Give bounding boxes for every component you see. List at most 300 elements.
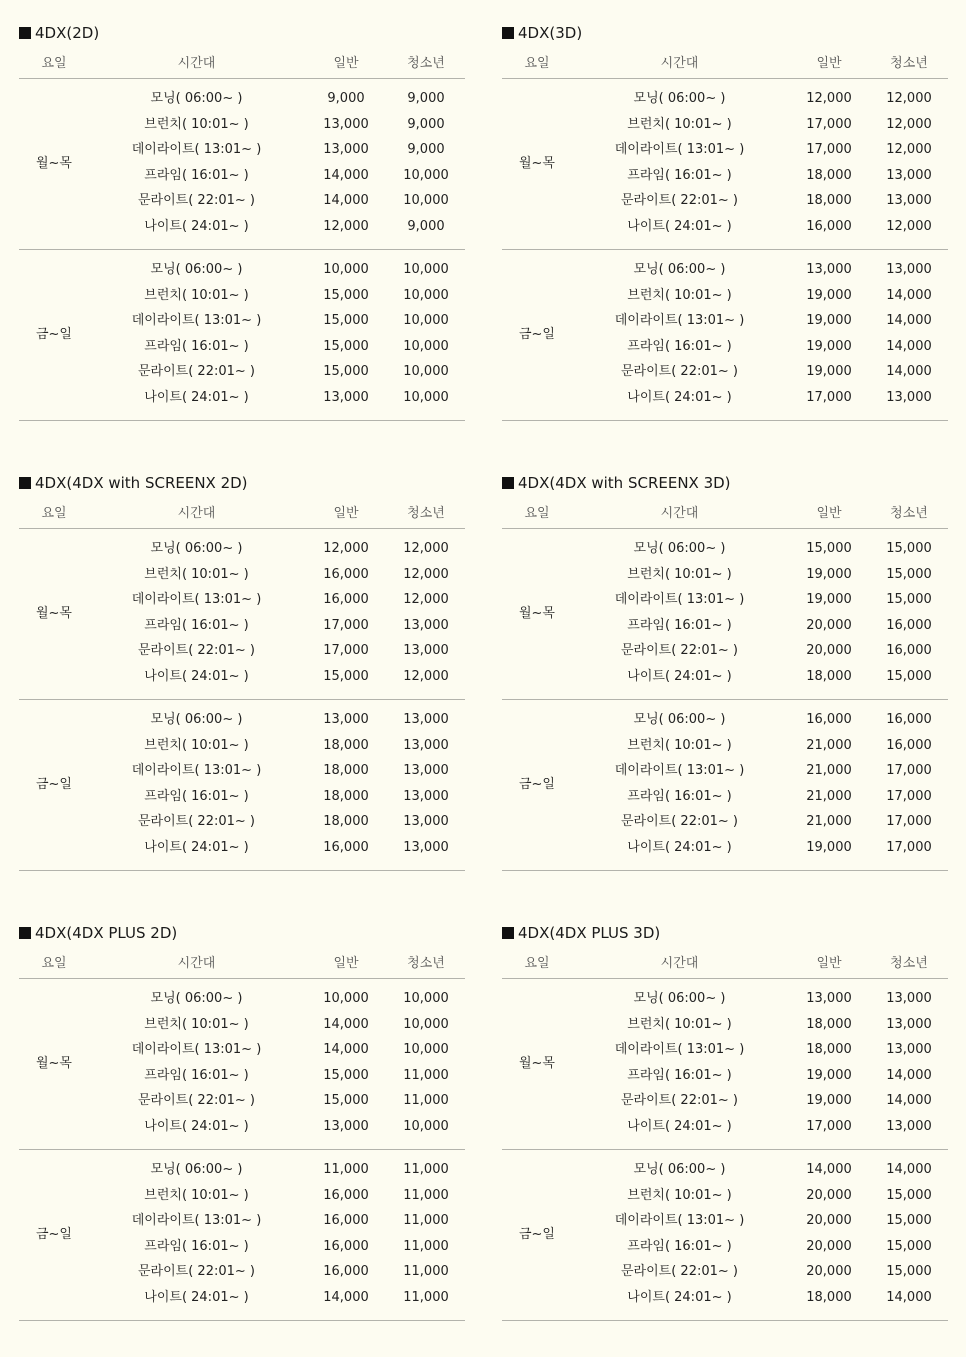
youth-price: 11,000 [403,1093,449,1109]
general-price: 10,000 [323,991,369,1006]
day-range-label: 월~목 [518,156,555,171]
table-row [502,640,948,662]
time-slot-label: 프라임( 16:01~ ) [627,1238,732,1254]
general-price: 16,000 [323,1213,369,1229]
time-slot-label: 문라이트( 22:01~ ) [621,1093,738,1109]
general-price: 18,000 [806,669,852,684]
table-row [19,336,465,358]
general-price: 18,000 [806,1016,852,1032]
table-row [502,285,948,307]
general-price: 10,000 [323,262,369,277]
time-slot-label: 브런치( 10:01~ ) [144,737,249,753]
time-slot-label: 모닝( 06:00~ ) [150,541,243,556]
section-title [502,471,731,495]
general-price: 15,000 [323,669,369,684]
youth-price: 11,000 [403,1264,449,1280]
general-price: 21,000 [806,814,852,830]
time-slot-label: 나이트( 24:01~ ) [627,669,732,684]
youth-price: 13,000 [886,991,932,1006]
time-slot-label: 모닝( 06:00~ ) [150,712,243,727]
general-price: 20,000 [806,1187,852,1203]
time-slot-label: 모닝( 06:00~ ) [150,262,243,277]
section-title [19,21,99,45]
general-price: 18,000 [323,737,369,753]
time-slot-label: 나이트( 24:01~ ) [627,840,732,855]
table-row [19,1065,465,1087]
general-price: 13,000 [323,390,369,405]
time-slot-label: 문라이트( 22:01~ ) [621,643,738,659]
youth-price: 10,000 [403,262,449,277]
table-row [19,760,465,782]
time-slot-label: 나이트( 24:01~ ) [144,840,249,855]
header-general: 일반 [333,956,359,971]
header-day: 요일 [524,956,550,971]
square-bullet-icon [19,27,31,39]
table-row [19,1236,465,1258]
time-slot-label: 모닝( 06:00~ ) [150,91,243,106]
time-slot-label: 데이라이트( 13:01~ ) [614,142,745,158]
table-header [19,50,465,79]
time-slot-label: 브런치( 10:01~ ) [627,1016,732,1032]
youth-price: 15,000 [886,669,932,684]
youth-price: 13,000 [886,1042,932,1058]
header-day: 요일 [41,56,67,71]
general-price: 15,000 [323,287,369,303]
general-price: 18,000 [323,763,369,779]
general-price: 18,000 [806,193,852,209]
table-row [19,786,465,808]
general-price: 20,000 [806,643,852,659]
time-slot-label: 모닝( 06:00~ ) [633,1162,726,1177]
general-price: 19,000 [806,338,852,354]
table-row [502,837,948,859]
time-slot-label: 데이라이트( 13:01~ ) [131,763,262,779]
youth-price: 14,000 [886,1290,932,1305]
table-row [19,615,465,637]
table-row [19,139,465,161]
time-slot-label: 데이라이트( 13:01~ ) [614,1042,745,1058]
table-row [502,564,948,586]
table-row [502,786,948,808]
table-row [502,1090,948,1112]
section-title-text: 4DX(4DX PLUS 3D) [518,924,661,942]
youth-price: 12,000 [886,91,932,106]
time-slot-label: 프라임( 16:01~ ) [144,788,249,804]
day-group [502,700,948,871]
general-price: 14,000 [806,1162,852,1177]
youth-price: 12,000 [886,219,932,234]
price-table [19,950,465,1321]
table-header [19,500,465,529]
table-row [19,1090,465,1112]
time-slot-label: 문라이트( 22:01~ ) [621,193,738,209]
table-row [502,735,948,757]
day-group [19,1150,465,1321]
table-header [502,50,948,79]
general-price: 19,000 [806,592,852,608]
youth-price: 12,000 [403,566,449,582]
price-table [502,950,948,1321]
youth-price: 11,000 [403,1162,449,1177]
section-title-text: 4DX(4DX with SCREENX 2D) [35,474,248,492]
price-table [502,50,948,421]
youth-price: 10,000 [403,313,449,329]
day-group [19,250,465,421]
day-group [502,250,948,421]
time-slot-label: 나이트( 24:01~ ) [627,1290,732,1305]
section-title-text: 4DX(4DX with SCREENX 3D) [518,474,731,492]
header-youth: 청소년 [890,506,928,521]
header-youth: 청소년 [890,56,928,71]
header-day: 요일 [524,56,550,71]
day-range-label: 금~일 [518,1227,555,1242]
header-time: 시간대 [660,956,699,971]
time-slot-label: 모닝( 06:00~ ) [633,91,726,106]
time-slot-label: 브런치( 10:01~ ) [627,1187,732,1203]
youth-price: 15,000 [886,592,932,608]
table-row [502,361,948,383]
table-row [19,259,465,281]
time-slot-label: 모닝( 06:00~ ) [150,1162,243,1177]
youth-price: 13,000 [886,193,932,209]
youth-price: 10,000 [403,364,449,380]
youth-price: 11,000 [403,1238,449,1254]
general-price: 17,000 [806,1119,852,1134]
day-range-label: 월~목 [35,156,72,171]
table-row [502,336,948,358]
general-price: 17,000 [806,142,852,158]
price-table [502,500,948,871]
general-price: 13,000 [323,116,369,132]
table-row [19,190,465,212]
general-price: 12,000 [323,541,369,556]
youth-price: 15,000 [886,1238,932,1254]
day-group [502,979,948,1150]
general-price: 18,000 [806,1042,852,1058]
youth-price: 14,000 [886,287,932,303]
time-slot-label: 문라이트( 22:01~ ) [138,643,255,659]
general-price: 20,000 [806,1264,852,1280]
square-bullet-icon [19,477,31,489]
youth-price: 15,000 [886,1264,932,1280]
youth-price: 13,000 [403,763,449,779]
general-price: 18,000 [323,788,369,804]
general-price: 15,000 [323,1093,369,1109]
time-slot-label: 브런치( 10:01~ ) [144,566,249,582]
day-group [502,79,948,250]
general-price: 19,000 [806,1093,852,1109]
general-price: 12,000 [323,219,369,234]
youth-price: 9,000 [407,142,445,158]
youth-price: 14,000 [886,1162,932,1177]
general-price: 19,000 [806,840,852,855]
table-row [19,988,465,1010]
table-row [19,165,465,187]
time-slot-label: 나이트( 24:01~ ) [627,390,732,405]
general-price: 19,000 [806,566,852,582]
day-range-label: 월~목 [518,606,555,621]
general-price: 16,000 [323,1238,369,1254]
table-row [19,1261,465,1283]
table-row [19,709,465,731]
general-price: 11,000 [323,1162,369,1177]
day-range-label: 금~일 [35,327,72,342]
youth-price: 13,000 [403,643,449,659]
header-general: 일반 [816,506,842,521]
table-row [19,564,465,586]
day-range-label: 금~일 [35,1227,72,1242]
general-price: 20,000 [806,617,852,633]
table-row [502,139,948,161]
general-price: 15,000 [323,338,369,354]
youth-price: 12,000 [403,592,449,608]
section-title [502,21,582,45]
table-row [19,114,465,136]
time-slot-label: 브런치( 10:01~ ) [144,1016,249,1032]
youth-price: 17,000 [886,763,932,779]
general-price: 9,000 [327,91,365,106]
general-price: 16,000 [806,712,852,727]
day-range-label: 월~목 [35,606,72,621]
day-range-label: 월~목 [518,1056,555,1071]
youth-price: 16,000 [886,643,932,659]
section-title [19,471,248,495]
general-price: 17,000 [323,617,369,633]
youth-price: 13,000 [886,390,932,405]
general-price: 13,000 [806,262,852,277]
time-slot-label: 데이라이트( 13:01~ ) [131,1042,262,1058]
youth-price: 15,000 [886,566,932,582]
square-bullet-icon [502,477,514,489]
general-price: 14,000 [323,1042,369,1058]
table-row [502,310,948,332]
youth-price: 17,000 [886,814,932,830]
day-group [19,529,465,700]
youth-price: 10,000 [403,193,449,209]
table-row [19,1287,465,1309]
general-price: 20,000 [806,1238,852,1254]
table-row [502,1287,948,1309]
youth-price: 14,000 [886,313,932,329]
table-row [19,387,465,409]
time-slot-label: 브런치( 10:01~ ) [627,737,732,753]
table-row [502,988,948,1010]
youth-price: 10,000 [403,167,449,183]
table-row [502,387,948,409]
time-slot-label: 모닝( 06:00~ ) [633,262,726,277]
time-slot-label: 프라임( 16:01~ ) [144,617,249,633]
general-price: 17,000 [806,116,852,132]
table-row [19,1116,465,1138]
time-slot-label: 프라임( 16:01~ ) [627,167,732,183]
general-price: 15,000 [323,313,369,329]
header-time: 시간대 [660,506,699,521]
time-slot-label: 나이트( 24:01~ ) [144,1119,249,1134]
section-title-text: 4DX(2D) [35,24,100,42]
table-row [502,811,948,833]
general-price: 13,000 [323,142,369,158]
time-slot-label: 모닝( 06:00~ ) [150,991,243,1006]
youth-price: 17,000 [886,788,932,804]
youth-price: 11,000 [403,1187,449,1203]
day-range-label: 금~일 [518,327,555,342]
day-range-label: 금~일 [35,777,72,792]
youth-price: 15,000 [886,1187,932,1203]
general-price: 19,000 [806,287,852,303]
table-row [19,1185,465,1207]
youth-price: 13,000 [886,262,932,277]
time-slot-label: 프라임( 16:01~ ) [627,1067,732,1083]
general-price: 15,000 [323,364,369,380]
table-row [502,1261,948,1283]
general-price: 17,000 [323,643,369,659]
time-slot-label: 브런치( 10:01~ ) [144,1187,249,1203]
time-slot-label: 프라임( 16:01~ ) [144,1067,249,1083]
header-day: 요일 [41,956,67,971]
youth-price: 11,000 [403,1290,449,1305]
time-slot-label: 브런치( 10:01~ ) [627,116,732,132]
section-title-text: 4DX(4DX PLUS 2D) [35,924,178,942]
time-slot-label: 브런치( 10:01~ ) [144,116,249,132]
table-row [502,1236,948,1258]
general-price: 18,000 [323,814,369,830]
table-row [502,709,948,731]
header-youth: 청소년 [890,956,928,971]
header-day: 요일 [41,506,67,521]
youth-price: 14,000 [886,1093,932,1109]
time-slot-label: 모닝( 06:00~ ) [633,712,726,727]
table-row [502,88,948,110]
time-slot-label: 데이라이트( 13:01~ ) [131,142,262,158]
day-range-label: 금~일 [518,777,555,792]
header-time: 시간대 [177,956,216,971]
time-slot-label: 문라이트( 22:01~ ) [138,1264,255,1280]
time-slot-label: 프라임( 16:01~ ) [627,788,732,804]
table-row [502,1159,948,1181]
square-bullet-icon [502,927,514,939]
table-row [19,1039,465,1061]
general-price: 17,000 [806,390,852,405]
header-time: 시간대 [660,56,699,71]
header-day: 요일 [524,506,550,521]
youth-price: 16,000 [886,737,932,753]
table-row [19,216,465,238]
table-row [19,88,465,110]
time-slot-label: 데이라이트( 13:01~ ) [614,313,745,329]
youth-price: 11,000 [403,1213,449,1229]
general-price: 19,000 [806,1067,852,1083]
header-youth: 청소년 [407,506,445,521]
time-slot-label: 모닝( 06:00~ ) [633,541,726,556]
table-row [19,310,465,332]
time-slot-label: 브런치( 10:01~ ) [144,287,249,303]
youth-price: 10,000 [403,287,449,303]
time-slot-label: 문라이트( 22:01~ ) [138,364,255,380]
table-row [502,1116,948,1138]
time-slot-label: 프라임( 16:01~ ) [144,1238,249,1254]
time-slot-label: 프라임( 16:01~ ) [144,167,249,183]
youth-price: 9,000 [407,91,445,106]
youth-price: 13,000 [403,814,449,830]
header-general: 일반 [816,56,842,71]
general-price: 12,000 [806,91,852,106]
general-price: 15,000 [323,1067,369,1083]
youth-price: 13,000 [403,617,449,633]
section-title [502,921,660,945]
time-slot-label: 데이라이트( 13:01~ ) [614,592,745,608]
youth-price: 10,000 [403,1016,449,1032]
general-price: 14,000 [323,167,369,183]
table-row [19,1159,465,1181]
youth-price: 14,000 [886,1067,932,1083]
youth-price: 14,000 [886,364,932,380]
table-row [19,1014,465,1036]
time-slot-label: 나이트( 24:01~ ) [144,390,249,405]
table-header [502,500,948,529]
general-price: 20,000 [806,1213,852,1229]
time-slot-label: 나이트( 24:01~ ) [627,1119,732,1134]
general-price: 16,000 [323,1264,369,1280]
youth-price: 13,000 [886,1016,932,1032]
time-slot-label: 브런치( 10:01~ ) [627,287,732,303]
general-price: 16,000 [323,840,369,855]
time-slot-label: 프라임( 16:01~ ) [627,338,732,354]
youth-price: 12,000 [403,669,449,684]
table-row [502,1210,948,1232]
day-group [502,1150,948,1321]
general-price: 15,000 [806,541,852,556]
youth-price: 12,000 [403,541,449,556]
youth-price: 13,000 [403,737,449,753]
general-price: 19,000 [806,313,852,329]
table-row [19,735,465,757]
table-row [502,666,948,688]
time-slot-label: 문라이트( 22:01~ ) [138,193,255,209]
general-price: 13,000 [806,991,852,1006]
time-slot-label: 데이라이트( 13:01~ ) [614,763,745,779]
youth-price: 12,000 [886,142,932,158]
table-row [502,1039,948,1061]
time-slot-label: 문라이트( 22:01~ ) [138,1093,255,1109]
youth-price: 9,000 [407,219,445,234]
table-row [502,216,948,238]
youth-price: 15,000 [886,541,932,556]
section-title [19,921,177,945]
time-slot-label: 문라이트( 22:01~ ) [621,1264,738,1280]
youth-price: 15,000 [886,1213,932,1229]
table-row [502,190,948,212]
table-row [502,538,948,560]
square-bullet-icon [502,27,514,39]
table-row [502,615,948,637]
time-slot-label: 나이트( 24:01~ ) [144,1290,249,1305]
time-slot-label: 데이라이트( 13:01~ ) [614,1213,745,1229]
youth-price: 16,000 [886,617,932,633]
time-slot-label: 데이라이트( 13:01~ ) [131,1213,262,1229]
youth-price: 13,000 [403,840,449,855]
day-range-label: 월~목 [35,1056,72,1071]
table-row [19,361,465,383]
table-row [502,114,948,136]
price-table [19,50,465,421]
table-row [502,760,948,782]
time-slot-label: 나이트( 24:01~ ) [627,219,732,234]
general-price: 21,000 [806,737,852,753]
youth-price: 11,000 [403,1067,449,1083]
table-row [502,1014,948,1036]
general-price: 16,000 [323,592,369,608]
header-general: 일반 [333,56,359,71]
